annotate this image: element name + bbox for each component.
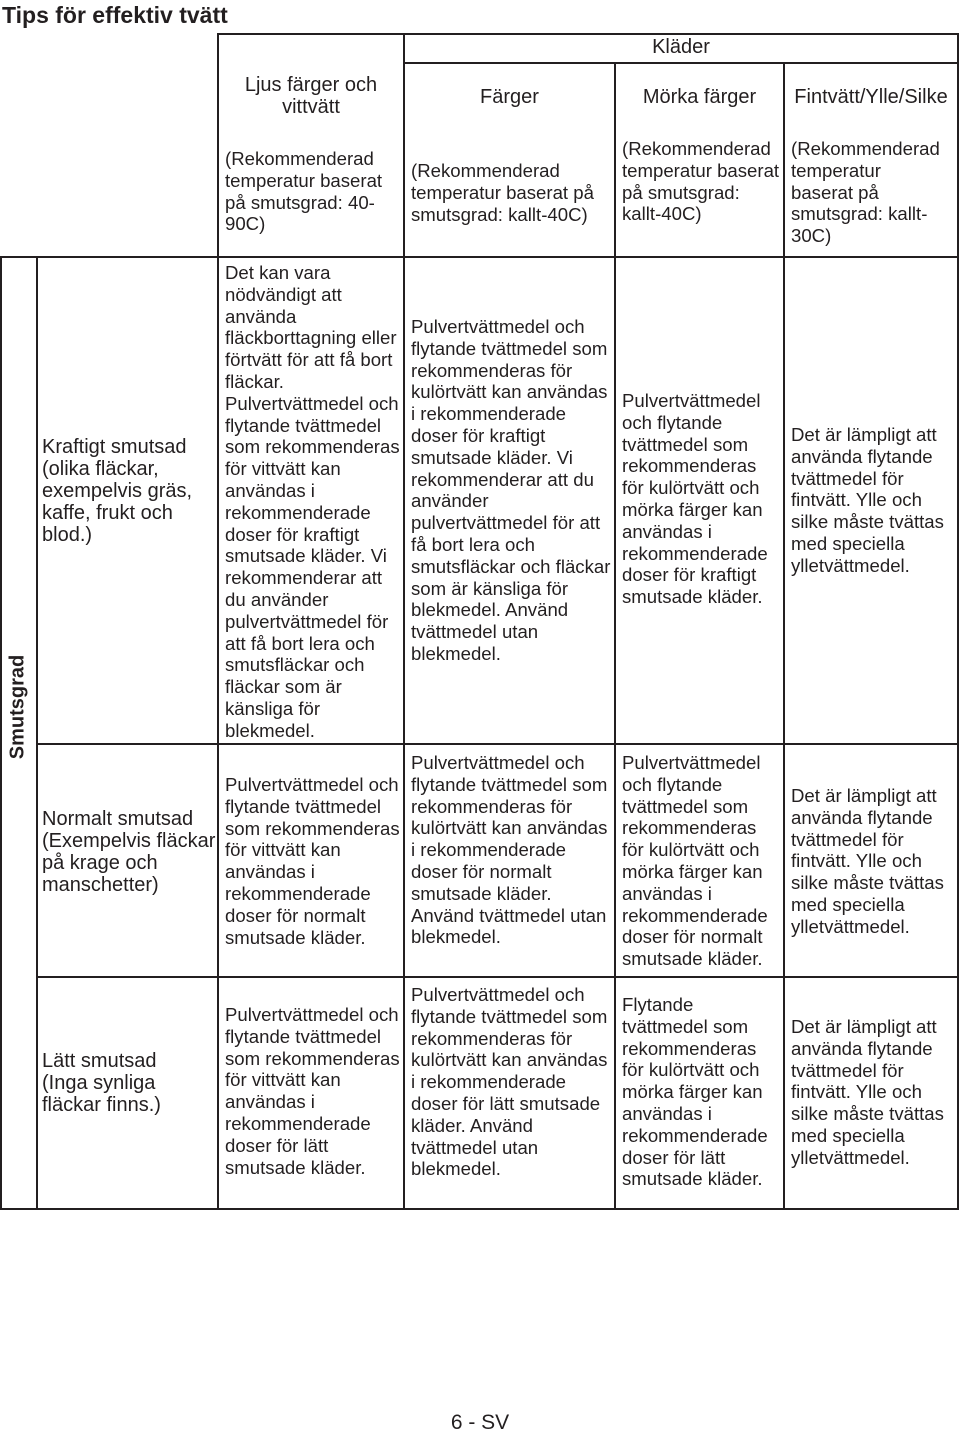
- row-label: [36, 1050, 217, 1116]
- column-header: Färger: [480, 86, 539, 108]
- cell-text: Pulvertvättmedel och flytande tvättmedel som rekommenderas för kulörtvätt och mörka färger kan användas i rekommenderade doser för normalt smutsade kläder.: [622, 752, 768, 970]
- page-title: Tips för effektiv tvätt: [2, 2, 228, 28]
- table-cell: [219, 1004, 403, 1178]
- cell-text: Flytande tvättmedel som rekommenderas för kulörtvätt och mörka färger kan användas i rekommenderade doser för lätt smutsade kläder.: [622, 994, 768, 1190]
- cell-text: Pulvertvättmedel och flytande tvättmedel som rekommenderas för vittvätt kan användas i rekommenderade doser för normalt smutsade kläder.: [225, 774, 400, 948]
- table-cell: [405, 316, 614, 665]
- cell-text: Det kan vara nödvändigt att använda fläckborttagning eller förtvätt för att få bort fläckar. Pulvertvättmedel och flytande tvättmedel som rekommenderas för vittvätt kan användas i rekommenderade doser för kraftigt smutsade kläder. Vi rekommenderar att du använder pulvertvättmedel för att få bort lera och smutsfläckar och fläckar som är känsliga för blekmedel.: [225, 262, 400, 741]
- grid-line: [217, 33, 959, 35]
- column-header: Mörka färger: [642, 86, 757, 108]
- cell-text: Det är lämpligt att använda flytande tvättmedel för fintvätt. Ylle och silke måste tvättas med speciella ylletvättmedel.: [791, 785, 944, 937]
- row-title: Normalt smutsad: [42, 808, 194, 830]
- column-temperature: [616, 138, 783, 225]
- row-label: [36, 436, 217, 546]
- column-header: Fintvätt/Ylle/Silke: [794, 86, 948, 108]
- page-number: 6 - SV: [450, 1411, 510, 1434]
- cell-text: Det är lämpligt att använda flytande tvättmedel för fintvätt. Ylle och silke måste tvättas med speciella ylletvättmedel.: [791, 424, 944, 576]
- side-header-text: Smutsgrad: [6, 654, 29, 760]
- table-cell: [616, 390, 783, 608]
- table-cell: [219, 774, 403, 948]
- table-cell: [785, 785, 957, 938]
- temperature-text: (Rekommenderad temperatur baserat på smutsgrad: kallt-40C): [622, 138, 780, 225]
- column-temperature: [405, 160, 614, 225]
- grid-line: [0, 1208, 959, 1210]
- cell-text: Det är lämpligt att använda flytande tvättmedel för fintvätt. Ylle och silke måste tvättas med speciella ylletvättmedel.: [791, 1016, 944, 1168]
- row-label: [36, 808, 217, 896]
- table-cell: [405, 984, 614, 1180]
- cell-text: Pulvertvättmedel och flytande tvättmedel som rekommenderas för kulörtvätt kan användas i rekommenderade doser för lätt smutsade kläder. Använd tvättmedel utan blekmedel.: [411, 984, 608, 1180]
- side-header: [0, 632, 36, 782]
- row-title: Lätt smutsad: [42, 1050, 157, 1072]
- table-cell: [219, 262, 403, 742]
- column-temperature: [785, 138, 941, 247]
- table-cell: [616, 994, 783, 1190]
- temperature-text: (Rekommenderad temperatur baserat på smutsgrad: 40-90C): [225, 148, 383, 235]
- row-title: Kraftigt smutsad: [42, 436, 187, 458]
- column-header: Ljus färger och vittvätt: [244, 74, 378, 118]
- cell-text: Pulvertvättmedel och flytande tvättmedel som rekommenderas för kulörtvätt kan användas i rekommenderade doser för kraftigt smutsade kläder. Vi rekommenderar att du använder pulvertvättmedel för att få bort lera och smutsfläckar och fläckar som är känsliga för blekmedel. Använd tvättmedel utan blekmedel.: [411, 316, 611, 664]
- cell-text: Pulvertvättmedel och flytande tvättmedel som rekommenderas för kulörtvätt kan användas i rekommenderade doser för normalt smutsade kläder. Använd tvättmedel utan blekmedel.: [411, 752, 608, 948]
- grid-line: [0, 256, 959, 258]
- group-header: Kläder: [652, 36, 710, 58]
- table-cell: [616, 752, 783, 970]
- grid-line: [403, 62, 959, 64]
- table-cell: [785, 1016, 957, 1169]
- cell-text: Pulvertvättmedel och flytande tvättmedel som rekommenderas för vittvätt kan användas i rekommenderade doser för lätt smutsade kläder.: [225, 1004, 400, 1178]
- grid-line: [36, 976, 959, 978]
- table-cell: [405, 752, 614, 948]
- table-cell: [785, 424, 957, 577]
- column-temperature: [219, 148, 387, 235]
- row-subtitle: (Exempelvis fläckar på krage och manschetter): [42, 830, 216, 896]
- grid-line: [957, 33, 959, 1210]
- row-subtitle: (Inga synliga fläckar finns.): [42, 1072, 161, 1116]
- grid-line: [36, 743, 959, 745]
- row-subtitle: (olika fläckar, exempelvis gräs, kaffe, frukt och blod.): [42, 458, 193, 546]
- temperature-text: (Rekommenderad temperatur baserat på smutsgrad: kallt-30C): [791, 138, 940, 247]
- temperature-text: (Rekommenderad temperatur baserat på smutsgrad: kallt-40C): [411, 160, 594, 225]
- cell-text: Pulvertvättmedel och flytande tvättmedel som rekommenderas för kulörtvätt och mörka färger kan användas i rekommenderade doser för kraftigt smutsade kläder.: [622, 390, 768, 608]
